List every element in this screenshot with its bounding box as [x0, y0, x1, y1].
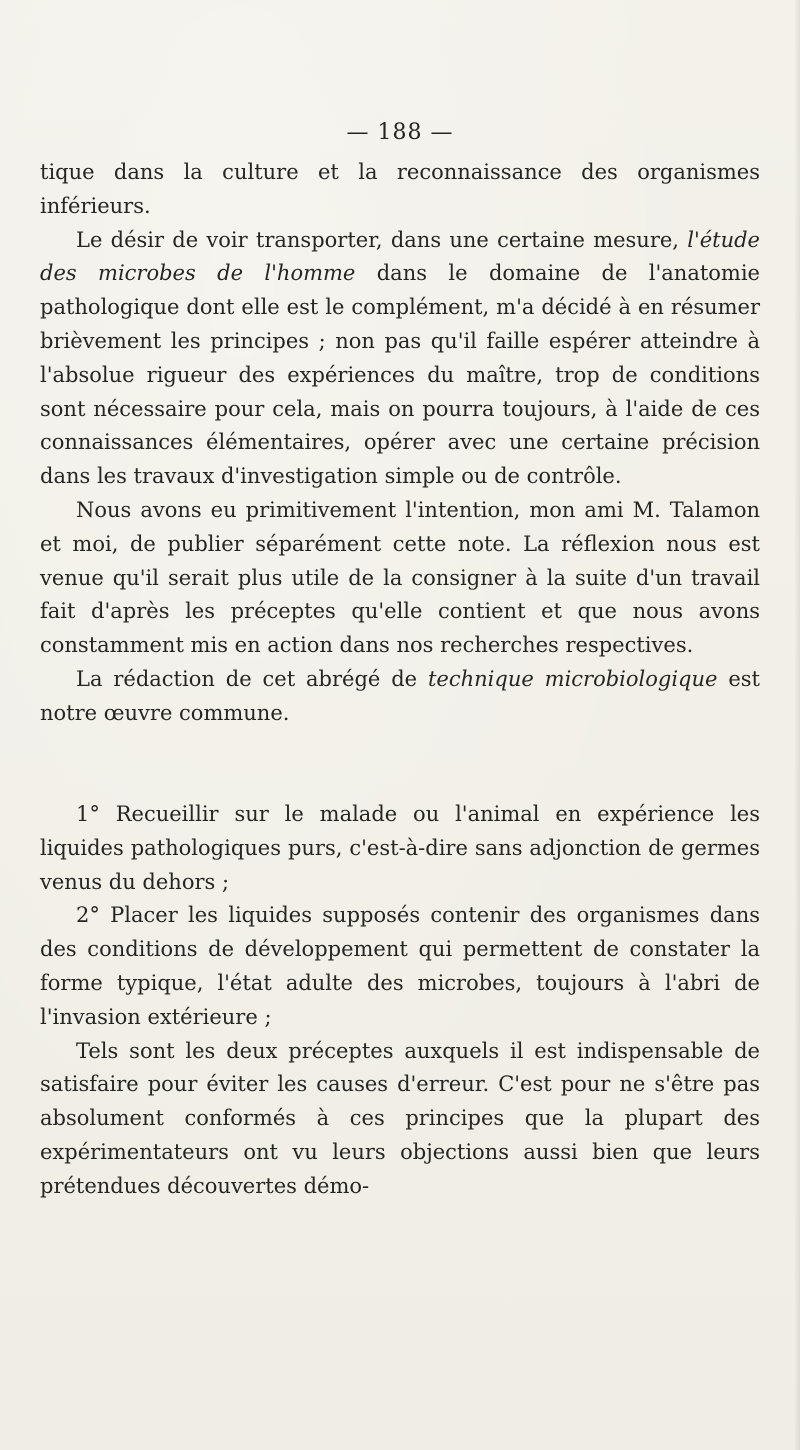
italic-study-title: l'étude des microbes de l'homme — [40, 227, 760, 286]
intro-text-block — [40, 156, 760, 731]
precepts-text-block — [40, 798, 760, 1204]
paragraph-intention: Nous avons eu primitivement l'intention, mon ami M. Talamon et moi, de publier séparément cette note. La réflexion nous est venue qu'il serait plus utile de la consigner à la suite d'un travail fait d'après les préceptes qu'elle contient et que nous avons constamment mis en action dans nos recherches respectives. — [40, 497, 760, 658]
precept-1: 1° Recueillir sur le malade ou l'animal en expérience les liquides pathologiques purs, c'est-à-dire sans adjonction de germes venus du dehors ; — [40, 802, 760, 894]
paragraph-redaction-lead: La rédaction de cet abrégé de — [76, 666, 428, 691]
paragraph-redaction — [40, 663, 760, 731]
paragraph-desire-lead: Le désir de voir transporter, dans une certaine mesure, — [76, 227, 688, 252]
paragraph-continuation: tique dans la culture et la reconnaissance des organismes inférieurs. — [40, 160, 760, 218]
paragraph-desire — [40, 224, 760, 494]
italic-technique-title: technique microbiologique — [427, 666, 718, 691]
precepts-conclusion: Tels sont les deux préceptes auxquels il est indispensable de satisfaire pour éviter les causes d'erreur. C'est pour ne s'être pas absolument conformés à ces principes que la plupart des expérimentateurs ont vu leurs objections aussi bien que leurs prétendues découvertes démo- — [40, 1038, 760, 1198]
precept-2: 2° Placer les liquides supposés contenir des organismes dans des conditions de développement qui permettent de constater la forme typique, l'état adulte des microbes, toujours à l'abri de l'invasion extérieure ; — [40, 903, 760, 1029]
paragraph-desire-rest: dans le domaine de l'anatomie pathologique dont elle est le complément, m'a décidé à en résumer brièvement les principes ; non pas qu'il faille espérer atteindre à l'absolue rigueur des expériences du maître, trop de conditions sont nécessaire pour cela, mais on pourra toujours, à l'aide de ces connaissances élémentaires, opérer avec une certaine précision dans les travaux d'investigation simple ou de contrôle. — [40, 261, 760, 489]
page-edge-shadow — [794, 0, 800, 1450]
paragraph-redaction-rest: est notre œuvre commune. — [40, 666, 760, 725]
page-number: — 188 — — [346, 120, 454, 145]
